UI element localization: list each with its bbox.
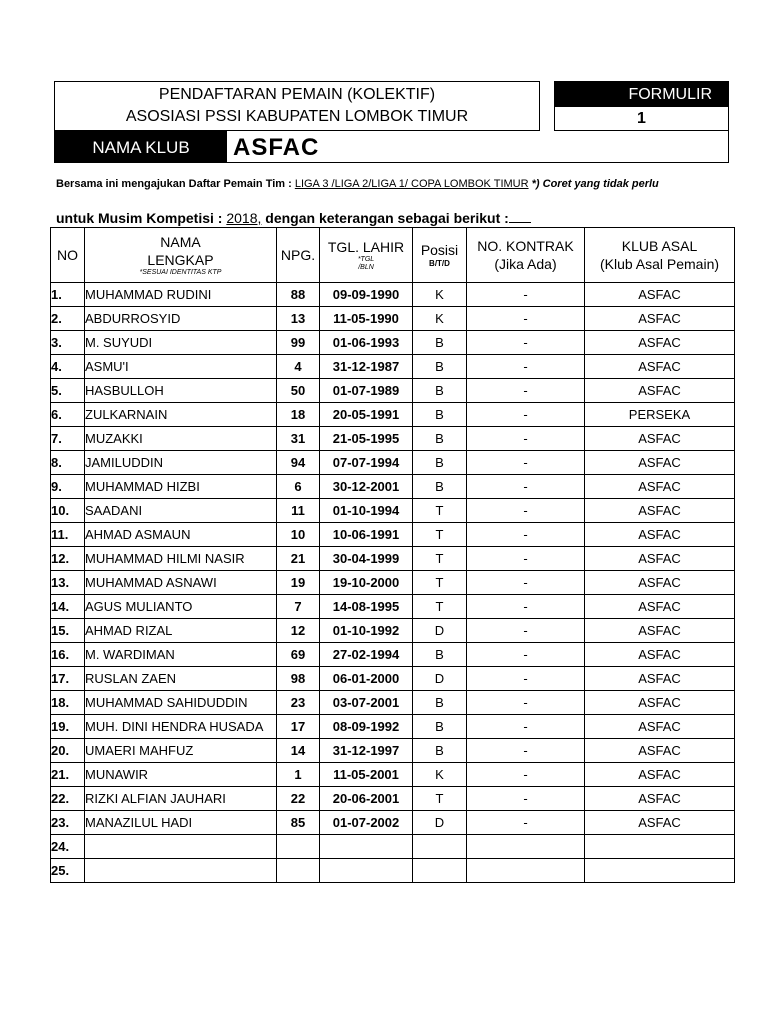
table-row	[51, 547, 735, 571]
player-position: D	[413, 667, 467, 691]
player-origin-club: PERSEKA	[585, 403, 735, 427]
table-row	[51, 283, 735, 307]
table-row	[51, 427, 735, 451]
table-row	[51, 787, 735, 811]
player-origin-club: ASFAC	[585, 643, 735, 667]
player-birthdate: 01-10-1994	[320, 499, 413, 523]
player-origin-club: ASFAC	[585, 595, 735, 619]
table-row	[51, 571, 735, 595]
player-npg: 69	[277, 643, 320, 667]
season-prefix: untuk Musim Kompetisi :	[56, 210, 227, 226]
player-npg: 19	[277, 571, 320, 595]
player-npg: 23	[277, 691, 320, 715]
table-row	[51, 715, 735, 739]
table-row	[51, 667, 735, 691]
player-contract: -	[467, 739, 585, 763]
player-birthdate: 08-09-1992	[320, 715, 413, 739]
player-npg: 88	[277, 283, 320, 307]
player-birthdate: 27-02-1994	[320, 643, 413, 667]
row-number: 10.	[51, 499, 85, 523]
player-origin-club: ASFAC	[585, 283, 735, 307]
table-header-row	[51, 228, 735, 283]
table-row	[51, 835, 735, 859]
col-header-position: Posisi B/T/D	[413, 228, 467, 283]
player-npg: 85	[277, 811, 320, 835]
club-label: NAMA KLUB	[55, 131, 227, 162]
player-name: SAADANI	[85, 499, 277, 523]
player-position: T	[413, 571, 467, 595]
club-name: ASFAC	[233, 134, 320, 161]
table-row	[51, 523, 735, 547]
row-number: 9.	[51, 475, 85, 499]
strike-note: *) Coret yang tidak perlu	[531, 178, 659, 190]
row-number: 5.	[51, 379, 85, 403]
player-origin-club: ASFAC	[585, 715, 735, 739]
player-npg: 14	[277, 739, 320, 763]
player-npg: 1	[277, 763, 320, 787]
player-npg: 17	[277, 715, 320, 739]
player-contract: -	[467, 499, 585, 523]
row-number: 25.	[51, 859, 85, 883]
row-number: 18.	[51, 691, 85, 715]
player-birthdate: 11-05-2001	[320, 763, 413, 787]
player-name: MUHAMMAD ASNAWI	[85, 571, 277, 595]
player-npg: 10	[277, 523, 320, 547]
player-contract: -	[467, 355, 585, 379]
player-birthdate: 11-05-1990	[320, 307, 413, 331]
table-row	[51, 619, 735, 643]
player-position: T	[413, 595, 467, 619]
player-name: AHMAD ASMAUN	[85, 523, 277, 547]
club-name-box	[54, 131, 729, 163]
row-number: 20.	[51, 739, 85, 763]
player-birthdate: 07-07-1994	[320, 451, 413, 475]
season-separator: ,	[257, 210, 262, 226]
player-birthdate: 01-10-1992	[320, 619, 413, 643]
player-contract: -	[467, 451, 585, 475]
player-position: B	[413, 643, 467, 667]
player-contract: -	[467, 427, 585, 451]
player-position: B	[413, 739, 467, 763]
form-number: 1	[637, 110, 646, 127]
player-origin-club	[585, 859, 735, 883]
player-origin-club: ASFAC	[585, 307, 735, 331]
player-origin-club: ASFAC	[585, 691, 735, 715]
player-position: T	[413, 523, 467, 547]
table-row	[51, 355, 735, 379]
player-npg: 12	[277, 619, 320, 643]
player-npg: 18	[277, 403, 320, 427]
player-position: B	[413, 691, 467, 715]
col-header-contract: NO. KONTRAK (Jika Ada)	[467, 228, 585, 283]
row-number: 22.	[51, 787, 85, 811]
player-contract: -	[467, 403, 585, 427]
player-name: UMAERI MAHFUZ	[85, 739, 277, 763]
player-npg	[277, 859, 320, 883]
player-name: AGUS MULIANTO	[85, 595, 277, 619]
player-position: B	[413, 715, 467, 739]
season-suffix: dengan keterangan sebagai berikut :	[261, 210, 509, 226]
row-number: 16.	[51, 643, 85, 667]
player-origin-club: ASFAC	[585, 811, 735, 835]
intro-lead: Bersama ini mengajukan Daftar Pemain Tim :	[56, 178, 295, 190]
player-position: T	[413, 499, 467, 523]
player-name: MUHAMMAD SAHIDUDDIN	[85, 691, 277, 715]
player-contract	[467, 835, 585, 859]
player-origin-club	[585, 835, 735, 859]
player-birthdate: 01-07-2002	[320, 811, 413, 835]
player-name: MUZAKKI	[85, 427, 277, 451]
league-options: LIGA 3 /LIGA 2/LIGA 1/ COPA LOMBOK TIMUR	[294, 178, 529, 190]
player-name: MUHAMMAD HILMI NASIR	[85, 547, 277, 571]
player-name: JAMILUDDIN	[85, 451, 277, 475]
player-contract: -	[467, 619, 585, 643]
player-position: B	[413, 379, 467, 403]
player-position: B	[413, 331, 467, 355]
player-position: K	[413, 763, 467, 787]
table-row	[51, 307, 735, 331]
row-number: 1.	[51, 283, 85, 307]
row-number: 7.	[51, 427, 85, 451]
player-npg: 13	[277, 307, 320, 331]
player-birthdate: 19-10-2000	[320, 571, 413, 595]
player-position	[413, 859, 467, 883]
row-number: 11.	[51, 523, 85, 547]
player-birthdate: 20-06-2001	[320, 787, 413, 811]
player-origin-club: ASFAC	[585, 379, 735, 403]
table-row	[51, 331, 735, 355]
player-position: K	[413, 283, 467, 307]
player-name: HASBULLOH	[85, 379, 277, 403]
player-contract: -	[467, 715, 585, 739]
player-npg: 31	[277, 427, 320, 451]
form-label: FORMULIR	[555, 82, 728, 107]
player-name: AHMAD RIZAL	[85, 619, 277, 643]
player-name: MUNAWIR	[85, 763, 277, 787]
player-birthdate: 20-05-1991	[320, 403, 413, 427]
player-contract: -	[467, 595, 585, 619]
player-origin-club: ASFAC	[585, 763, 735, 787]
row-number: 3.	[51, 331, 85, 355]
player-origin-club: ASFAC	[585, 571, 735, 595]
player-contract: -	[467, 523, 585, 547]
row-number: 13.	[51, 571, 85, 595]
table-row	[51, 475, 735, 499]
player-birthdate: 01-06-1993	[320, 331, 413, 355]
table-row	[51, 811, 735, 835]
player-birthdate: 30-12-2001	[320, 475, 413, 499]
player-npg: 6	[277, 475, 320, 499]
col-header-origin-club: KLUB ASAL (Klub Asal Pemain)	[585, 228, 735, 283]
row-number: 21.	[51, 763, 85, 787]
col-header-name: NAMA LENGKAP *SESUAI IDENTITAS KTP	[85, 228, 277, 283]
player-roster-table	[50, 227, 735, 883]
player-contract: -	[467, 571, 585, 595]
player-position: T	[413, 787, 467, 811]
player-origin-club: ASFAC	[585, 475, 735, 499]
season-fill-line	[509, 210, 531, 223]
player-birthdate: 14-08-1995	[320, 595, 413, 619]
player-contract: -	[467, 763, 585, 787]
player-position: D	[413, 811, 467, 835]
row-number: 2.	[51, 307, 85, 331]
player-birthdate: 31-12-1997	[320, 739, 413, 763]
player-position	[413, 835, 467, 859]
player-position: B	[413, 403, 467, 427]
row-number: 15.	[51, 619, 85, 643]
player-name: RIZKI ALFIAN JAUHARI	[85, 787, 277, 811]
player-contract: -	[467, 667, 585, 691]
player-birthdate: 06-01-2000	[320, 667, 413, 691]
player-npg: 99	[277, 331, 320, 355]
table-row	[51, 643, 735, 667]
player-birthdate	[320, 859, 413, 883]
player-contract: -	[467, 307, 585, 331]
player-contract	[467, 859, 585, 883]
player-npg: 21	[277, 547, 320, 571]
player-origin-club: ASFAC	[585, 331, 735, 355]
player-name: MANAZILUL HADI	[85, 811, 277, 835]
row-number: 6.	[51, 403, 85, 427]
row-number: 8.	[51, 451, 85, 475]
player-npg: 22	[277, 787, 320, 811]
row-number: 17.	[51, 667, 85, 691]
player-origin-club: ASFAC	[585, 787, 735, 811]
player-origin-club: ASFAC	[585, 667, 735, 691]
col-header-dob: TGL. LAHIR *TGL /BLN	[320, 228, 413, 283]
player-birthdate: 31-12-1987	[320, 355, 413, 379]
season-year: 2018	[226, 210, 258, 226]
player-name: MUHAMMAD RUDINI	[85, 283, 277, 307]
table-row	[51, 379, 735, 403]
player-contract: -	[467, 379, 585, 403]
player-position: T	[413, 547, 467, 571]
player-position: K	[413, 307, 467, 331]
table-row	[51, 403, 735, 427]
player-birthdate: 09-09-1990	[320, 283, 413, 307]
name-subnote: *SESUAI IDENTITAS KTP	[139, 269, 222, 276]
player-origin-club: ASFAC	[585, 739, 735, 763]
player-position: B	[413, 427, 467, 451]
table-row	[51, 499, 735, 523]
player-name: M. WARDIMAN	[85, 643, 277, 667]
player-origin-club: ASFAC	[585, 451, 735, 475]
form-header	[54, 81, 540, 131]
player-birthdate: 30-04-1999	[320, 547, 413, 571]
row-number: 23.	[51, 811, 85, 835]
player-birthdate: 01-07-1989	[320, 379, 413, 403]
player-position: B	[413, 355, 467, 379]
player-contract: -	[467, 331, 585, 355]
player-contract: -	[467, 283, 585, 307]
player-contract: -	[467, 691, 585, 715]
player-name: RUSLAN ZAEN	[85, 667, 277, 691]
table-row	[51, 859, 735, 883]
player-npg: 11	[277, 499, 320, 523]
player-origin-club: ASFAC	[585, 523, 735, 547]
player-birthdate: 03-07-2001	[320, 691, 413, 715]
player-npg: 94	[277, 451, 320, 475]
table-row	[51, 595, 735, 619]
player-name	[85, 835, 277, 859]
player-origin-club: ASFAC	[585, 547, 735, 571]
player-position: B	[413, 475, 467, 499]
player-name: MUHAMMAD HIZBI	[85, 475, 277, 499]
player-name	[85, 859, 277, 883]
form-number-box	[554, 81, 729, 131]
row-number: 4.	[51, 355, 85, 379]
player-contract: -	[467, 475, 585, 499]
player-npg	[277, 835, 320, 859]
player-npg: 4	[277, 355, 320, 379]
player-npg: 50	[277, 379, 320, 403]
player-name: M. SUYUDI	[85, 331, 277, 355]
player-birthdate: 21-05-1995	[320, 427, 413, 451]
player-position: D	[413, 619, 467, 643]
player-name: ABDURROSYID	[85, 307, 277, 331]
row-number: 12.	[51, 547, 85, 571]
table-row	[51, 691, 735, 715]
player-position: B	[413, 451, 467, 475]
table-row	[51, 451, 735, 475]
row-number: 14.	[51, 595, 85, 619]
player-origin-club: ASFAC	[585, 499, 735, 523]
player-birthdate: 10-06-1991	[320, 523, 413, 547]
player-npg: 7	[277, 595, 320, 619]
player-contract: -	[467, 811, 585, 835]
player-name: ZULKARNAIN	[85, 403, 277, 427]
season-line	[56, 209, 531, 227]
player-contract: -	[467, 547, 585, 571]
row-number: 19.	[51, 715, 85, 739]
player-contract: -	[467, 643, 585, 667]
player-origin-club: ASFAC	[585, 427, 735, 451]
player-name: MUH. DINI HENDRA HUSADA	[85, 715, 277, 739]
col-header-no: NO	[51, 228, 85, 283]
player-npg: 98	[277, 667, 320, 691]
player-origin-club: ASFAC	[585, 355, 735, 379]
player-origin-club: ASFAC	[585, 619, 735, 643]
player-contract: -	[467, 787, 585, 811]
table-row	[51, 763, 735, 787]
header-title-line1: PENDAFTARAN PEMAIN (KOLEKTIF)	[158, 86, 436, 103]
intro-text	[56, 178, 736, 191]
player-name: ASMU'I	[85, 355, 277, 379]
row-number: 24.	[51, 835, 85, 859]
header-title-line2: ASOSIASI PSSI KABUPATEN LOMBOK TIMUR	[125, 108, 469, 125]
table-row	[51, 739, 735, 763]
player-birthdate	[320, 835, 413, 859]
col-header-npg: NPG.	[277, 228, 320, 283]
